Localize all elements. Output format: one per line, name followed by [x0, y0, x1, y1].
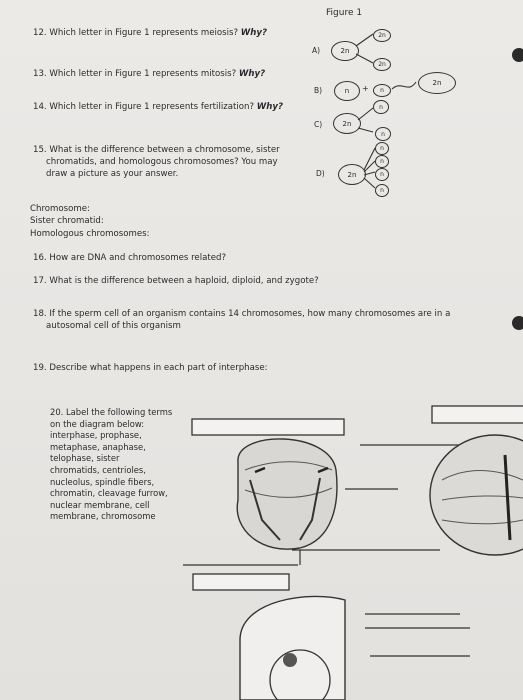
question-20-line-4: metaphase, anaphase,: [50, 441, 146, 452]
cell-a-parent: 2n: [331, 41, 359, 61]
cell-d-child-1: n: [375, 142, 389, 155]
question-14-why: Why?: [256, 102, 283, 112]
cell-d-child-2: n: [375, 155, 389, 168]
question-15-line-1: 15. What is the difference between a chromosome, sister: [33, 145, 280, 155]
figure-letter-a: A): [312, 46, 321, 55]
label-chromosome: Chromosome:: [30, 204, 90, 214]
cell-b-n-2: n: [373, 84, 391, 97]
question-20-line-2: on the diagram below:: [50, 418, 145, 429]
question-15-line-2: chromatids, and homologous chromosomes? You may: [46, 157, 278, 167]
figure-letter-c: C): [314, 120, 323, 129]
question-17: 17. What is the difference between a haploid, diploid, and zygote?: [33, 276, 319, 286]
cell-c-child-1: n: [373, 100, 389, 114]
cell-d-parent: 2n: [338, 164, 366, 185]
cell-a-child-2: 2n: [373, 58, 391, 71]
question-20-line-3: interphase, prophase,: [50, 430, 142, 441]
figure-title: Figure 1: [326, 8, 363, 18]
cell-a-child-1: 2n: [373, 29, 391, 42]
question-16: 16. How are DNA and chromosomes related?: [33, 253, 227, 263]
question-12-text: 12. Which letter in Figure 1 represents meiosis?: [33, 28, 239, 38]
question-14-text: 14. Which letter in Figure 1 represents fertilization?: [33, 102, 255, 112]
question-19: 19. Describe what happens in each part of interphase:: [33, 363, 268, 373]
question-18-line-1: 18. If the sperm cell of an organism contains 14 chromosomes, how many chromosomes are in a: [33, 309, 451, 319]
cell-b-zygote: 2n: [418, 72, 456, 94]
cell-d-child-3: n: [375, 168, 389, 181]
label-homologous-chromosomes: Homologous chromosomes:: [30, 229, 150, 239]
cell-c-child-2: n: [375, 127, 391, 141]
question-13-why: Why?: [238, 69, 266, 79]
nucleolus: [283, 653, 297, 667]
question-13-text: 13. Which letter in Figure 1 represents mitosis?: [33, 69, 237, 79]
figure-letter-d: D): [316, 169, 325, 178]
figure-letter-b: B): [314, 86, 323, 95]
label-box-bottom-left: [193, 574, 289, 590]
question-20-line-8: chromatin, cleavage furrow,: [50, 488, 168, 499]
cell-d-child-4: n: [375, 184, 389, 197]
question-20-line-10: membrane, chromosome: [50, 511, 156, 522]
question-12-why: Why?: [240, 28, 267, 38]
question-20-line-9: nuclear membrane, cell: [50, 499, 150, 510]
question-20-line-6: chromatids, centrioles,: [50, 464, 146, 475]
question-15-line-3: draw a picture as your answer.: [46, 169, 179, 179]
label-box-top-left: [192, 419, 344, 435]
question-20-line-5: telophase, sister: [50, 453, 120, 464]
question-18-line-2: autosomal cell of this organism: [46, 321, 181, 331]
dividing-cell: [237, 439, 337, 549]
label-box-top-right: [432, 406, 523, 423]
label-sister-chromatid: Sister chromatid:: [30, 216, 104, 226]
plus-sign: +: [362, 84, 369, 93]
cell-b-n-1: n: [334, 81, 360, 101]
cell-c-parent: 2n: [333, 113, 361, 134]
question-20-line-7: nucleolus, spindle fibers,: [50, 476, 155, 487]
question-20-line-1: 20. Label the following terms: [50, 407, 173, 417]
